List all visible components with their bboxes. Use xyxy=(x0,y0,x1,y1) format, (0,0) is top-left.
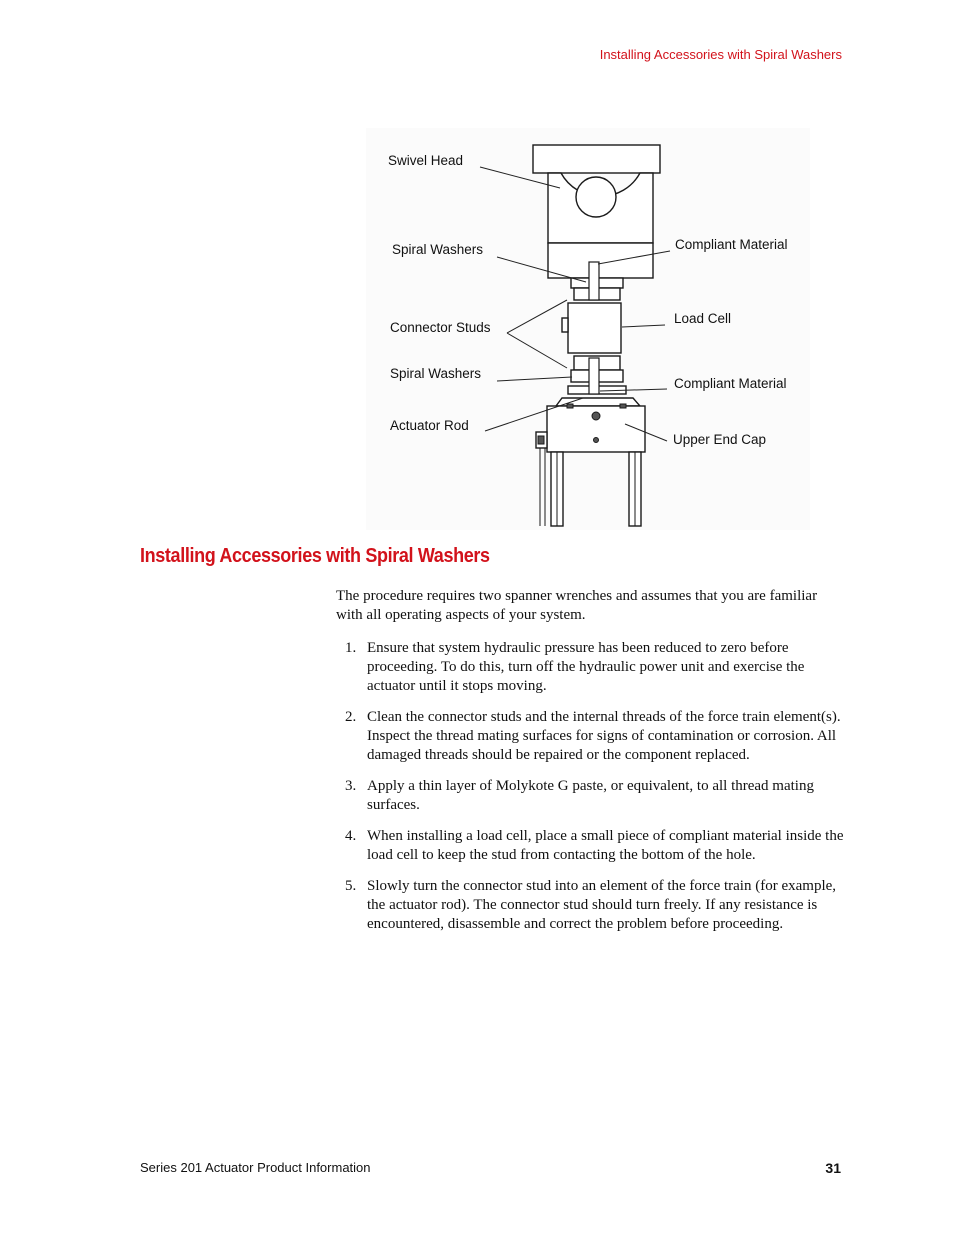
connector-stud-lower xyxy=(589,358,599,394)
step-text: Apply a thin layer of Molykote G paste, or equivalent, to all thread mating surfaces. xyxy=(367,778,814,813)
step-text: When installing a load cell, place a small piece of compliant material inside the load cell to keep the stud from contacting the bottom of the hole. xyxy=(367,828,844,863)
step-number: 5. xyxy=(345,878,357,894)
procedure-step xyxy=(336,639,846,696)
callout-upper-end-cap: Upper End Cap xyxy=(673,432,767,447)
swivel-head-bore xyxy=(576,177,616,217)
load-cell xyxy=(568,303,621,353)
callout-actuator-rod: Actuator Rod xyxy=(390,418,469,433)
step-text: Slowly turn the connector stud into an element of the force train (for example, the actuator rod). The connector stud should turn freely. If any resistance is encountered, disassemble and correct the problem before proceeding. xyxy=(367,878,837,932)
step-number: 3. xyxy=(345,778,357,794)
step-number: 1. xyxy=(345,640,357,656)
footer-page-number: 31 xyxy=(825,1160,841,1176)
step-number: 4. xyxy=(345,828,357,844)
step-text: Clean the connector studs and the internal threads of the force train element(s). Inspect the thread mating surfaces for signs of contamination or corrosion. All damaged threads should be repaired or the component replaced. xyxy=(367,709,841,763)
swivel-head-plate xyxy=(533,145,660,173)
intro-paragraph: The procedure requires two spanner wrenches and assumes that you are familiar with all operating aspects of your system. xyxy=(336,588,818,623)
procedure-step xyxy=(336,827,846,865)
running-head: Installing Accessories with Spiral Washers xyxy=(599,47,842,62)
procedure-step xyxy=(336,777,846,815)
step-number: 2. xyxy=(345,709,357,725)
connector-stud-upper xyxy=(589,262,599,300)
swivel-head-block xyxy=(548,243,653,278)
callout-spiral-washers-bottom: Spiral Washers xyxy=(390,366,482,381)
section-title: Installing Accessories with Spiral Washers xyxy=(140,545,490,567)
footer-document-title: Series 201 Actuator Product Information xyxy=(140,1160,371,1175)
procedure-step xyxy=(336,708,846,765)
procedure-step xyxy=(336,877,846,934)
section-body xyxy=(336,587,846,946)
callout-compliant-material-bottom: Compliant Material xyxy=(674,376,787,391)
step-text: Ensure that system hydraulic pressure has been reduced to zero before proceeding. To do this, turn off the hydraulic power unit and exercise the actuator until it stops moving. xyxy=(367,640,805,694)
callout-load-cell: Load Cell xyxy=(674,311,732,326)
callout-compliant-material-top: Compliant Material xyxy=(675,237,788,252)
actuator-assembly-figure xyxy=(366,128,810,530)
callout-swivel-head: Swivel Head xyxy=(388,153,464,168)
callout-spiral-washers-top: Spiral Washers xyxy=(392,242,484,257)
procedure-steps xyxy=(336,639,846,934)
callout-connector-studs: Connector Studs xyxy=(390,320,491,335)
